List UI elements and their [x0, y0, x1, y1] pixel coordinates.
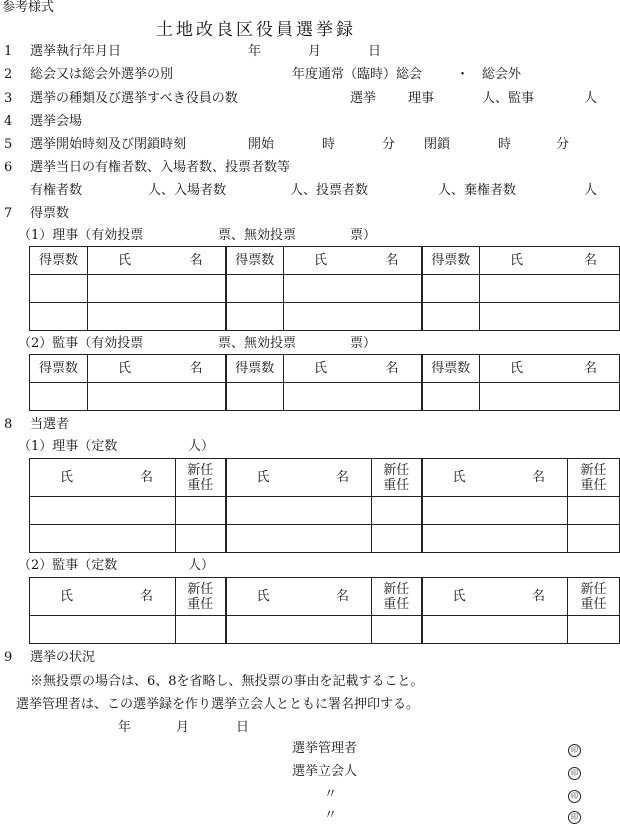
- close-hour: 時: [498, 137, 512, 152]
- col-name: [30, 578, 176, 616]
- empty-cell: [284, 383, 422, 411]
- col-new: 新任: [383, 462, 410, 478]
- seal-icon: 印: [568, 744, 581, 757]
- directors-votes-heading: （1）理事（有効投票: [18, 228, 144, 243]
- empty-cell: [226, 275, 284, 303]
- item-label: 選挙の状況: [30, 650, 96, 665]
- col-name: [88, 355, 226, 383]
- sign-date-year: 年: [118, 720, 132, 735]
- seal-icon: 印: [568, 811, 581, 824]
- item-number: 2: [4, 67, 13, 82]
- invalid-votes-label: 票、無効投票: [218, 228, 297, 243]
- col-new: 新任: [580, 581, 607, 597]
- empty-cell: [568, 525, 620, 553]
- elected-directors-table: [29, 458, 620, 553]
- empty-cell: [30, 525, 176, 553]
- page-title: 土地改良区役員選挙録: [156, 20, 356, 40]
- col-reappointed: 重任: [187, 596, 214, 612]
- empty-cell: [284, 303, 422, 331]
- separator-dot: ・: [456, 67, 470, 82]
- open-label: 開始: [248, 137, 275, 152]
- col-name: [284, 355, 422, 383]
- col-reappointed: 重任: [187, 477, 214, 493]
- abstentions-label: 人、棄権者数: [438, 183, 517, 198]
- item-label: 選挙会場: [30, 114, 83, 129]
- directors-votes-table: [29, 246, 620, 331]
- col-given-name: 名: [385, 253, 399, 268]
- empty-cell: [30, 383, 88, 411]
- empty-cell: [30, 275, 88, 303]
- empty-cell: [226, 616, 372, 644]
- close-label: 閉鎖: [424, 137, 451, 152]
- col-new: 新任: [580, 462, 607, 478]
- col-surname: 氏: [256, 589, 270, 604]
- close-minute: 分: [556, 137, 570, 152]
- col-name: [226, 578, 372, 616]
- col-name: [480, 355, 620, 383]
- elected-directors-heading: （1）理事（定数: [18, 439, 118, 454]
- col-new-reappointed: [372, 459, 422, 497]
- table-row: [30, 383, 620, 411]
- seal-icon: 印: [568, 790, 581, 803]
- seal-mark: [568, 764, 581, 780]
- col-given-name: 名: [583, 361, 597, 376]
- col-new-reappointed: [568, 578, 620, 616]
- col-votes: 得票数: [422, 355, 480, 383]
- col-surname: 氏: [510, 361, 524, 376]
- item-label: 当選者: [30, 417, 70, 432]
- empty-cell: [88, 303, 226, 331]
- empty-cell: [568, 616, 620, 644]
- empty-cell: [372, 616, 422, 644]
- col-given-name: 名: [531, 470, 545, 485]
- col-surname: 氏: [314, 253, 328, 268]
- col-surname: 氏: [314, 361, 328, 376]
- item-number: 5: [4, 137, 13, 152]
- empty-cell: [480, 303, 620, 331]
- col-new-reappointed: [176, 459, 226, 497]
- table-row: [30, 303, 620, 331]
- col-given-name: 名: [531, 589, 545, 604]
- empty-cell: [480, 383, 620, 411]
- election-kind: 選挙: [350, 91, 377, 106]
- empty-cell: [422, 525, 568, 553]
- item-label: 選挙の種類及び選挙すべき役員の数: [30, 91, 238, 106]
- empty-cell: [30, 616, 176, 644]
- table-row: [30, 275, 620, 303]
- empty-cell: [480, 275, 620, 303]
- closing-label: 票）: [350, 336, 377, 351]
- col-given-name: 名: [335, 470, 349, 485]
- sign-date-day: 日: [236, 720, 250, 735]
- signature-role-ditto: 〃: [324, 808, 338, 823]
- col-votes: 得票数: [226, 355, 284, 383]
- table-row: [30, 616, 620, 644]
- col-votes: 得票数: [422, 247, 480, 275]
- empty-cell: [226, 525, 372, 553]
- note: ※無投票の場合は、6、8を省略し、無投票の事由を記載すること。: [30, 674, 424, 689]
- col-name: [422, 459, 568, 497]
- date-day: 日: [368, 44, 382, 59]
- general-meeting-type: 年度通常（臨時）総会: [292, 67, 423, 82]
- sign-date-month: 月: [176, 720, 190, 735]
- col-reappointed: 重任: [383, 596, 410, 612]
- empty-cell: [88, 383, 226, 411]
- empty-cell: [372, 525, 422, 553]
- col-name: [480, 247, 620, 275]
- empty-cell: [422, 497, 568, 525]
- col-given-name: 名: [583, 253, 597, 268]
- ballots-cast-label: 人、投票者数: [290, 183, 369, 198]
- col-new: 新任: [187, 462, 214, 478]
- table-row: [30, 525, 620, 553]
- col-surname: 氏: [256, 470, 270, 485]
- outside-meeting: 総会外: [482, 67, 522, 82]
- form-label: 参考様式: [2, 0, 55, 15]
- signature-role: 選挙立会人: [292, 764, 358, 779]
- closing-label: 人）: [188, 558, 215, 573]
- empty-cell: [176, 525, 226, 553]
- col-name: [226, 459, 372, 497]
- seal-mark: [568, 808, 581, 824]
- empty-cell: [284, 275, 422, 303]
- col-new-reappointed: [372, 578, 422, 616]
- col-surname: 氏: [118, 361, 132, 376]
- item-number: 9: [4, 650, 13, 665]
- col-new: 新任: [383, 581, 410, 597]
- item-number: 3: [4, 91, 13, 106]
- col-given-name: 名: [335, 589, 349, 604]
- table-row: [30, 497, 620, 525]
- col-surname: 氏: [510, 253, 524, 268]
- unit-label: 人: [584, 91, 598, 106]
- empty-cell: [422, 616, 568, 644]
- col-given-name: 名: [189, 361, 203, 376]
- voters-label: 有権者数: [30, 183, 83, 198]
- auditors-votes-table: [29, 354, 620, 411]
- table-header-row: [30, 247, 620, 275]
- open-minute: 分: [382, 137, 396, 152]
- item-label: 選挙執行年月日: [30, 44, 122, 59]
- col-new-reappointed: [568, 459, 620, 497]
- col-name: [88, 247, 226, 275]
- empty-cell: [88, 275, 226, 303]
- seal-mark: [568, 741, 581, 757]
- col-surname: 氏: [452, 589, 466, 604]
- col-given-name: 名: [139, 589, 153, 604]
- signature-role: 選挙管理者: [292, 741, 358, 756]
- item-label: 得票数: [30, 206, 70, 221]
- auditors-votes-heading: （2）監事（有効投票: [18, 336, 144, 351]
- seal-icon: 印: [568, 767, 581, 780]
- invalid-votes-label: 票、無効投票: [218, 336, 297, 351]
- col-votes: 得票数: [30, 247, 88, 275]
- item-label: 選挙開始時刻及び閉鎖時刻: [30, 137, 187, 152]
- empty-cell: [176, 497, 226, 525]
- col-reappointed: 重任: [580, 477, 607, 493]
- col-votes: 得票数: [30, 355, 88, 383]
- empty-cell: [30, 497, 176, 525]
- empty-cell: [226, 497, 372, 525]
- empty-cell: [176, 616, 226, 644]
- attendees-label: 人、入場者数: [148, 183, 227, 198]
- table-header-row: [30, 459, 620, 497]
- item-number: 7: [4, 206, 13, 221]
- col-given-name: 名: [189, 253, 203, 268]
- item-number: 1: [4, 44, 13, 59]
- col-surname: 氏: [60, 470, 74, 485]
- col-new-reappointed: [176, 578, 226, 616]
- empty-cell: [568, 497, 620, 525]
- empty-cell: [372, 497, 422, 525]
- col-reappointed: 重任: [383, 477, 410, 493]
- closing-label: 人）: [188, 439, 215, 454]
- col-name: [422, 578, 568, 616]
- item-label: 選挙当日の有権者数、入場者数、投票者数等: [30, 160, 291, 175]
- director-label: 理事: [408, 91, 435, 106]
- date-month: 月: [308, 44, 322, 59]
- col-given-name: 名: [139, 470, 153, 485]
- elected-auditors-heading: （2）監事（定数: [18, 558, 118, 573]
- item-number: 8: [4, 417, 13, 432]
- closing-label: 票）: [350, 228, 377, 243]
- col-surname: 氏: [118, 253, 132, 268]
- col-votes: 得票数: [226, 247, 284, 275]
- open-hour: 時: [322, 137, 336, 152]
- col-name: [30, 459, 176, 497]
- empty-cell: [422, 303, 480, 331]
- declaration: 選挙管理者は、この選挙録を作り選挙立会人とともに署名押印する。: [16, 697, 420, 712]
- empty-cell: [30, 303, 88, 331]
- auditor-label: 人、監事: [482, 91, 535, 106]
- empty-cell: [422, 275, 480, 303]
- col-surname: 氏: [452, 470, 466, 485]
- signature-role-ditto: 〃: [324, 787, 338, 802]
- table-header-row: [30, 578, 620, 616]
- col-surname: 氏: [60, 589, 74, 604]
- col-name: [284, 247, 422, 275]
- empty-cell: [226, 383, 284, 411]
- table-header-row: [30, 355, 620, 383]
- empty-cell: [226, 303, 284, 331]
- empty-cell: [422, 383, 480, 411]
- elected-auditors-table: [29, 577, 620, 644]
- col-reappointed: 重任: [580, 596, 607, 612]
- col-new: 新任: [187, 581, 214, 597]
- unit-label: 人: [584, 183, 598, 198]
- item-number: 6: [4, 160, 13, 175]
- item-number: 4: [4, 114, 13, 129]
- item-label: 総会又は総会外選挙の別: [30, 67, 174, 82]
- date-year: 年: [248, 44, 262, 59]
- seal-mark: [568, 787, 581, 803]
- col-given-name: 名: [385, 361, 399, 376]
